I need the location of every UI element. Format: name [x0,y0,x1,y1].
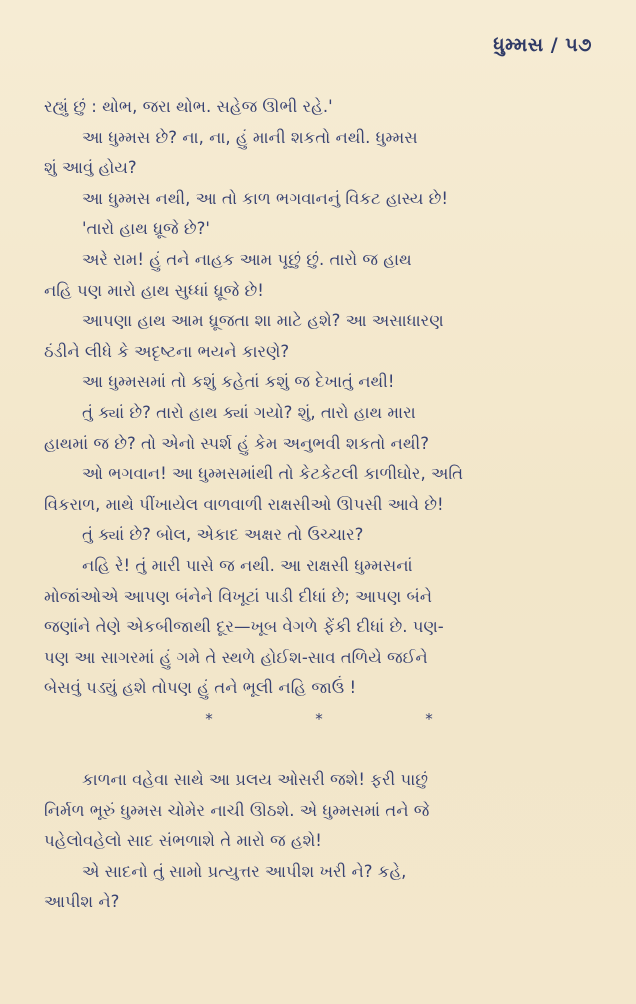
text-line: પહેલોવહેલો સાદ સંભળાશે તે મારો જ હશે! [44,831,322,851]
text-line: આ ધુમ્મસ નથી, આ તો કાળ ભગવાનનું વિકટ હાસ્ય છે! [82,188,448,208]
section-separator [154,704,484,735]
text-line: ઠંડીને લીધે કે અદૃષ્ટના ભયને કારણે? [44,341,290,361]
text-line: નહિ પણ મારો હાથ સુધ્ધાં ધ્રૂજે છે! [44,280,264,300]
text-line: 'તારો હાથ ધ્રૂજે છે?' [82,219,210,239]
body-paragraphs [44,92,596,704]
text-line: કાળના વહેવા સાથે આ પ્રલય ઓસરી જશે! ફરી પાછું [82,770,429,790]
separator-gap [44,734,596,765]
text-line: પણ આ સાગરમાં હું ગમે તે સ્થળે હોઈશ-સાવ તળિયે જઈને [44,647,428,667]
separator-star: * [315,709,323,728]
text-line: આ ધુમ્મસમાં તો કશું કહેતાં કશું જ દેખાતું નથી! [82,372,395,392]
text-line: વિકરાળ, માથે પીંખાયેલ વાળવાળી રાક્ષસીઓ ઊપસી આવે છે! [44,494,444,514]
page-body [44,92,596,918]
text-line: નહિ રે! તું મારી પાસે જ નથી. આ રાક્ષસી ધુમ્મસનાં [82,555,413,575]
text-line: નિર્મળ ભૂરું ધુમ્મસ ચોમેર નાચી ઊઠશે. એ ધુમ્મસમાં તને જે [44,800,430,820]
text-line: અરે રામ! હું તને નાહક આમ પૂછું છું. તારો જ હાથ [82,249,412,269]
text-line: હાથમાં જ છે? તો એનો સ્પર્શ હું કેમ અનુભવી શકતો નથી? [44,433,429,453]
text-line: તું ક્યાં છે? બોલ, એકાદ અક્ષર તો ઉચ્ચાર? [82,525,364,545]
text-line: એ સાદનો તું સામો પ્રત્યુત્તર આપીશ ખરી ને? કહે, [82,861,407,881]
text-line: જણાંને તેણે એકબીજાથી દૂર—ખૂબ વેગળે ફેંકી દીધાં છે. પણ- [44,617,444,637]
text-line: આપીશ ને? [44,892,120,912]
text-line: આપણા હાથ આમ ધ્રૂજતા શા માટે હશે? આ અસાધારણ [82,311,444,331]
text-line: મોજાંઓએ આપણ બંનેને વિખૂટાં પાડી દીધાં છે; આપણ બંને [44,586,433,606]
text-line: બેસવું પડ્યું હશે તોપણ હું તને ભૂલી નહિ જાઉં ! [44,678,357,698]
separator-star: * [205,709,213,728]
closing-paragraphs [44,765,596,918]
separator-star: * [425,709,433,728]
running-head: ધુમ્મસ / ૫૭ [493,34,592,56]
text-line: ઓ ભગવાન! આ ધુમ્મસમાંથી તો કેટકેટલી કાળીઘોર, અતિ [82,464,464,484]
text-line: તું ક્યાં છે? તારો હાથ ક્યાં ગયો? શું, તારો હાથ મારા [82,402,416,422]
text-line: આ ધુમ્મસ છે? ના, ના, હું માની શકતો નથી. ધુમ્મસ [82,127,418,147]
text-line: રહ્યું છું : થોભ, જરા થોભ. સહેજ ઊભી રહે.' [44,97,333,116]
text-line: શું આવું હોય? [44,158,137,178]
